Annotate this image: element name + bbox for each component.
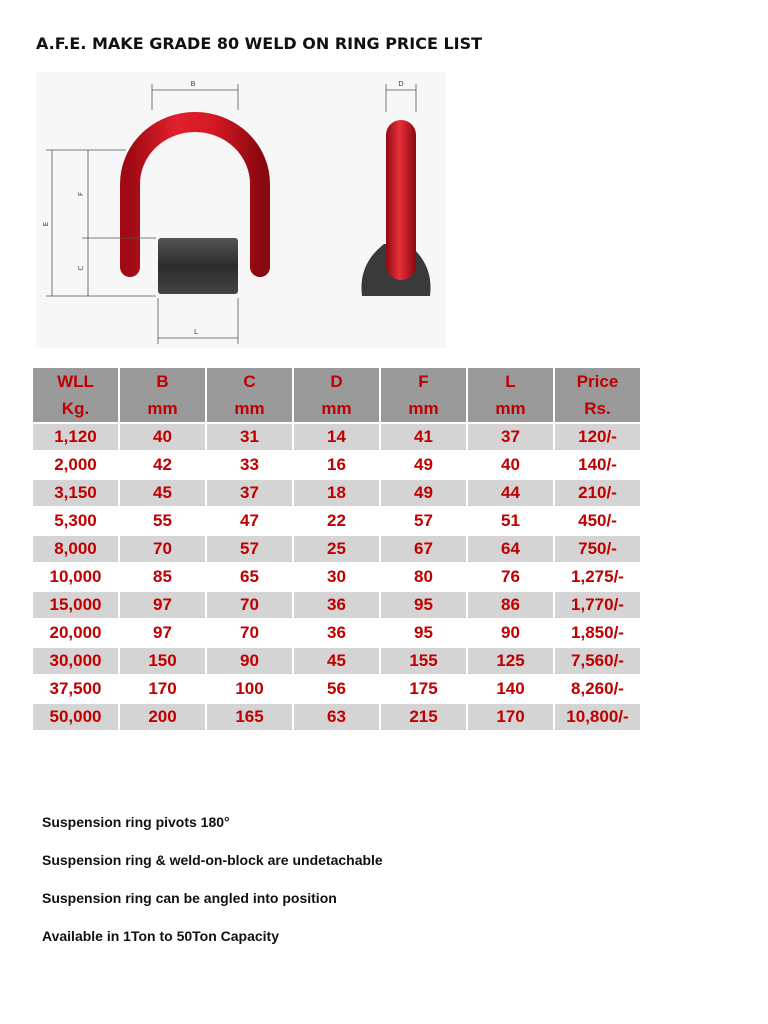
table-cell: 210/- [555, 480, 640, 506]
table-cell: 2,000 [33, 452, 118, 478]
table-cell: 47 [207, 508, 292, 534]
table-cell: 51 [468, 508, 553, 534]
table-cell: 85 [120, 564, 205, 590]
table-cell: 40 [468, 452, 553, 478]
table-header-row [33, 368, 640, 422]
table-cell: 56 [294, 676, 379, 702]
column-header-label: L [505, 372, 516, 391]
table-cell: 170 [120, 676, 205, 702]
table-cell: 100 [207, 676, 292, 702]
table-cell: 200 [120, 704, 205, 730]
table-cell: 18 [294, 480, 379, 506]
column-header-unit: mm [147, 399, 178, 418]
column-header [120, 368, 205, 422]
table-cell: 90 [468, 620, 553, 646]
table-row [33, 452, 640, 478]
table-cell: 140/- [555, 452, 640, 478]
feature-item: Suspension ring can be angled into position [42, 890, 337, 906]
feature-item: Available in 1Ton to 50Ton Capacity [42, 928, 280, 944]
table-cell: 97 [120, 592, 205, 618]
column-header [468, 368, 553, 422]
table-cell: 20,000 [33, 620, 118, 646]
column-header [33, 368, 118, 422]
table-cell: 165 [207, 704, 292, 730]
table-cell: 750/- [555, 536, 640, 562]
table-cell: 10,000 [33, 564, 118, 590]
column-header-unit: mm [321, 399, 352, 418]
column-header-unit: Rs. [584, 399, 611, 418]
table-row [33, 648, 640, 674]
table-cell: 36 [294, 592, 379, 618]
column-header [381, 368, 466, 422]
table-cell: 49 [381, 452, 466, 478]
table-cell: 450/- [555, 508, 640, 534]
table-cell: 70 [207, 592, 292, 618]
price-table [31, 366, 642, 732]
table-cell: 37 [207, 480, 292, 506]
weld-block-front [158, 238, 238, 294]
table-cell: 42 [120, 452, 205, 478]
table-cell: 33 [207, 452, 292, 478]
table-cell: 65 [207, 564, 292, 590]
table-cell: 150 [120, 648, 205, 674]
table-cell: 49 [381, 480, 466, 506]
column-header [207, 368, 292, 422]
column-header-label: WLL [57, 372, 94, 391]
table-row [33, 508, 640, 534]
table-cell: 25 [294, 536, 379, 562]
dim-label-e: E [42, 221, 50, 227]
column-header [555, 368, 640, 422]
table-cell: 1,770/- [555, 592, 640, 618]
table-cell: 215 [381, 704, 466, 730]
table-cell: 31 [207, 424, 292, 450]
table-cell: 37,500 [33, 676, 118, 702]
table-cell: 14 [294, 424, 379, 450]
column-header-unit: mm [495, 399, 526, 418]
table-cell: 40 [120, 424, 205, 450]
table-cell: 30 [294, 564, 379, 590]
table-cell: 41 [381, 424, 466, 450]
column-header-label: Price [576, 372, 619, 391]
column-header-label: D [330, 372, 343, 391]
column-header-unit: Kg. [61, 399, 90, 418]
dim-label-c: C [77, 265, 85, 271]
column-header-label: F [418, 372, 429, 391]
table-cell: 86 [468, 592, 553, 618]
table-cell: 1,275/- [555, 564, 640, 590]
table-row [33, 564, 640, 590]
table-row [33, 536, 640, 562]
table-cell: 22 [294, 508, 379, 534]
table-row [33, 620, 640, 646]
table-cell: 37 [468, 424, 553, 450]
feature-item: Suspension ring & weld-on-block are undetachable [42, 852, 383, 868]
dim-label-f: F [77, 191, 85, 197]
table-cell: 44 [468, 480, 553, 506]
table-cell: 1,120 [33, 424, 118, 450]
table-row [33, 592, 640, 618]
table-cell: 45 [120, 480, 205, 506]
table-cell: 7,560/- [555, 648, 640, 674]
column-header [294, 368, 379, 422]
table-cell: 120/- [555, 424, 640, 450]
table-cell: 140 [468, 676, 553, 702]
table-row [33, 480, 640, 506]
table-cell: 95 [381, 620, 466, 646]
table-cell: 70 [120, 536, 205, 562]
table-cell: 155 [381, 648, 466, 674]
table-cell: 57 [381, 508, 466, 534]
table-cell: 30,000 [33, 648, 118, 674]
table-cell: 76 [468, 564, 553, 590]
table-row [33, 424, 640, 450]
table-cell: 95 [381, 592, 466, 618]
table-cell: 64 [468, 536, 553, 562]
dim-label-b: B [190, 80, 196, 88]
column-header-label: B [156, 372, 169, 391]
feature-item: Suspension ring pivots 180° [42, 814, 230, 830]
table-cell: 175 [381, 676, 466, 702]
weld-on-ring-diagram [36, 72, 446, 348]
table-cell: 8,000 [33, 536, 118, 562]
table-cell: 3,150 [33, 480, 118, 506]
table-cell: 57 [207, 536, 292, 562]
dim-label-l: L [194, 328, 198, 336]
table-row [33, 676, 640, 702]
column-header-unit: mm [234, 399, 265, 418]
table-cell: 5,300 [33, 508, 118, 534]
table-cell: 16 [294, 452, 379, 478]
table-cell: 63 [294, 704, 379, 730]
column-header-unit: mm [408, 399, 439, 418]
feature-list [42, 813, 383, 965]
column-header-label: C [243, 372, 256, 391]
table-cell: 55 [120, 508, 205, 534]
table-cell: 90 [207, 648, 292, 674]
table-cell: 45 [294, 648, 379, 674]
table-cell: 36 [294, 620, 379, 646]
table-cell: 70 [207, 620, 292, 646]
table-cell: 10,800/- [555, 704, 640, 730]
table-row [33, 704, 640, 730]
page-title: A.F.E. MAKE GRADE 80 WELD ON RING PRICE LIST [36, 34, 483, 53]
table-cell: 97 [120, 620, 205, 646]
table-cell: 8,260/- [555, 676, 640, 702]
table-cell: 1,850/- [555, 620, 640, 646]
table-cell: 50,000 [33, 704, 118, 730]
table-cell: 15,000 [33, 592, 118, 618]
table-cell: 125 [468, 648, 553, 674]
dim-label-d: D [398, 80, 404, 88]
table-cell: 80 [381, 564, 466, 590]
table-cell: 67 [381, 536, 466, 562]
table-cell: 170 [468, 704, 553, 730]
ring-side-view [386, 120, 416, 280]
